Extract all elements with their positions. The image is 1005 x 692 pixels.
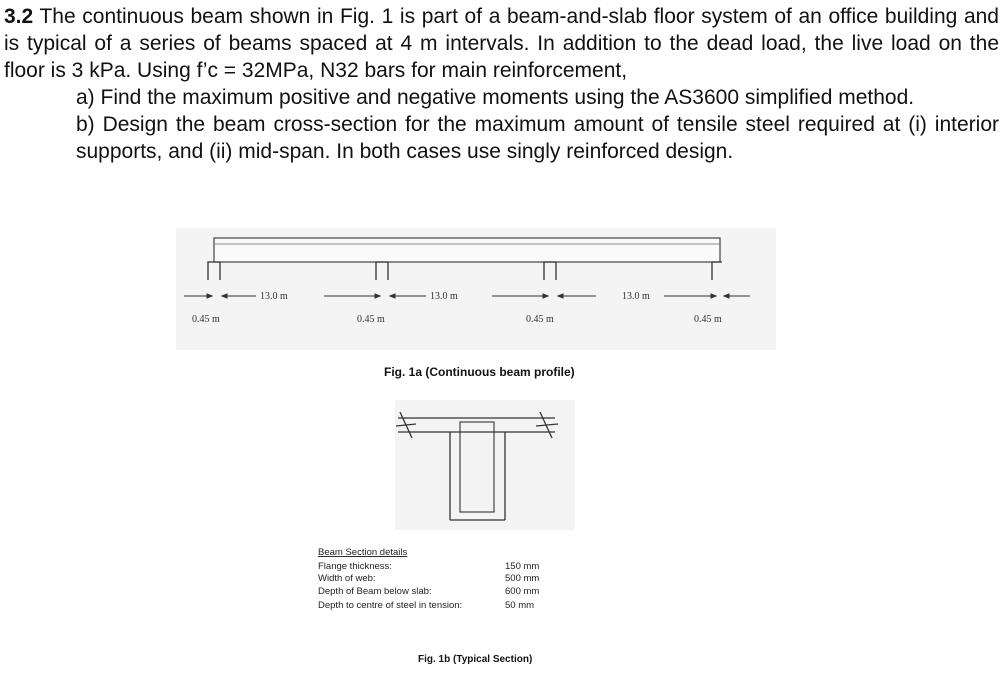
section-background xyxy=(395,400,575,530)
span-label-1: 13.0 m xyxy=(260,291,288,302)
detail-label-web: Width of web: xyxy=(318,573,376,584)
detail-value-steel: 50 mm xyxy=(505,600,535,611)
span-label-2: 13.0 m xyxy=(430,291,458,302)
fig1b-caption: Fig. 1b (Typical Section) xyxy=(418,654,533,665)
question-block xyxy=(4,3,999,165)
fig1a-beam-profile xyxy=(176,228,776,388)
beam-body xyxy=(214,238,720,262)
question-parts xyxy=(76,84,999,165)
question-intro xyxy=(4,3,999,84)
question-number: 3.2 xyxy=(4,5,34,28)
detail-label-steel: Depth to centre of steel in tension: xyxy=(318,600,463,611)
part-b: b) Design the beam cross-section for the maximum amount of tensile steel required at (i) interior supports, and (ii) mid-span. In both cases use singly reinforced design. xyxy=(76,113,999,163)
support-label-2: 0.45 m xyxy=(357,314,385,325)
question-intro-text: The continuous beam shown in Fig. 1 is part of a beam-and-slab floor system of an office building and is typical of a series of beams spaced at 4 m intervals. In addition to the dead load, the live load on the floor is 3 kPa. Using f’c = 32MPa, N32 bars for main reinforcement, xyxy=(4,5,999,82)
fig1b-section xyxy=(300,400,590,672)
support-label-4: 0.45 m xyxy=(694,314,722,325)
support-label-3: 0.45 m xyxy=(526,314,554,325)
detail-value-depth: 600 mm xyxy=(505,586,540,597)
details-title: Beam Section details xyxy=(318,547,408,558)
part-a: a) Find the maximum positive and negative moments using the AS3600 simplified method. xyxy=(76,86,915,109)
detail-value-web: 500 mm xyxy=(505,573,540,584)
fig1a-caption: Fig. 1a (Continuous beam profile) xyxy=(384,365,575,379)
span-label-3: 13.0 m xyxy=(622,291,650,302)
detail-label-depth: Depth of Beam below slab: xyxy=(318,586,432,597)
support-label-1: 0.45 m xyxy=(192,314,220,325)
detail-value-flange: 150 mm xyxy=(505,561,540,572)
detail-label-flange: Flange thickness: xyxy=(318,561,392,572)
